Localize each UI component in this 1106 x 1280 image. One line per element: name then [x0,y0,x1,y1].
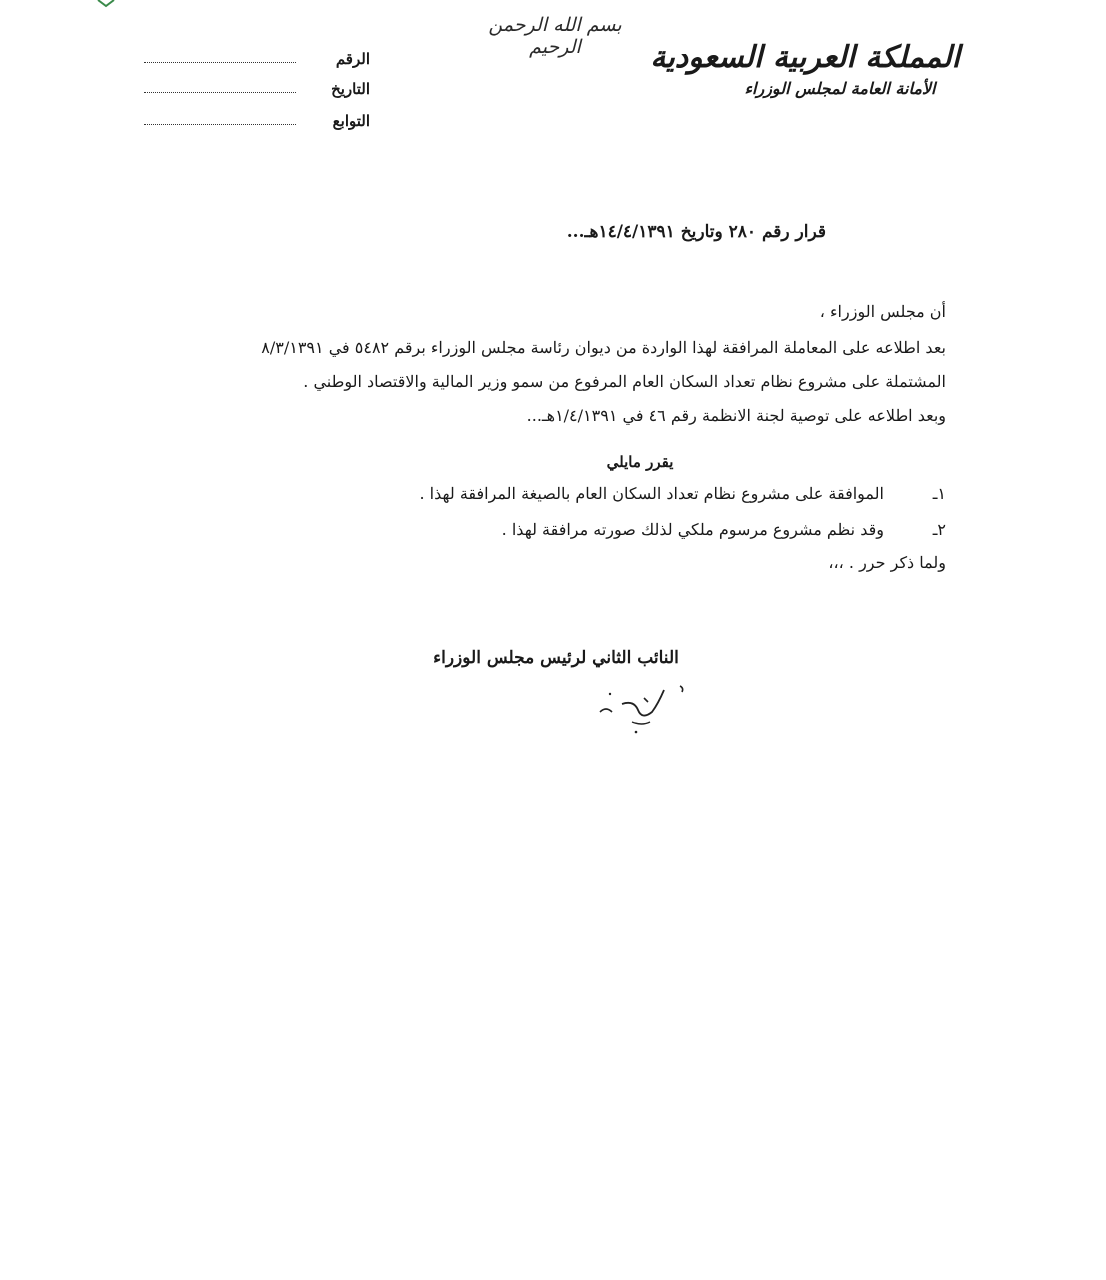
attachments-dots [144,124,296,125]
letterhead-kingdom: المملكة العربية السعودية [650,40,960,75]
resolution-item-1 [340,484,946,508]
ref-number-label: الرقم [335,50,370,68]
letterhead-secretariat: الأمانة العامة لمجلس الوزراء [744,79,936,98]
basmala: بسم الله الرحمن الرحيم [488,14,622,58]
ref-number-field [140,50,380,76]
date-field [140,80,380,106]
signer-title: النائب الثاني لرئيس مجلس الوزراء [433,648,679,668]
date-label: التاريخ [331,80,370,98]
resolution-item-1-number: ١ـ [932,484,946,503]
resolution-item-2-text: وقد نظم مشروع مرسوم ملكي لذلك صورته مرافقة لهذا . [501,520,884,539]
corner-mark-icon [96,0,116,10]
signature-icon [592,682,702,736]
body-line-3: وبعد اطلاعه على توصية لجنة الانظمة رقم ٤٦ في ١/٤/١٣٩١هـ... [526,406,946,425]
ref-number-dots [144,62,296,63]
resolution-item-1-text: الموافقة على مشروع نظام تعداد السكان العام بالصيغة المرافقة لهذا . [419,484,884,503]
body-opening: أن مجلس الوزراء ، [819,302,946,321]
body-line-2: المشتملة على مشروع نظام تعداد السكان العام المرفوع من سمو وزير المالية والاقتصاد الوطني . [303,372,946,391]
date-dots [144,92,296,93]
decides-heading: يقرر مايلي [606,453,674,471]
attachments-field [140,112,380,138]
decree-title: قرار رقم ٢٨٠ وتاريخ ١٤/٤/١٣٩١هـ... [566,222,826,242]
resolution-item-2 [340,520,946,544]
closing-phrase: ولما ذكر حرر . ،،، [828,553,946,572]
resolution-item-2-number: ٢ـ [932,520,946,539]
body-line-1: بعد اطلاعه على المعاملة المرافقة لهذا الواردة من ديوان رئاسة مجلس الوزراء برقم ٥٤٨٢ في ٨/٣/١٣٩١ [261,338,946,357]
attachments-label: التوابع [332,112,370,130]
letterhead [650,40,960,98]
